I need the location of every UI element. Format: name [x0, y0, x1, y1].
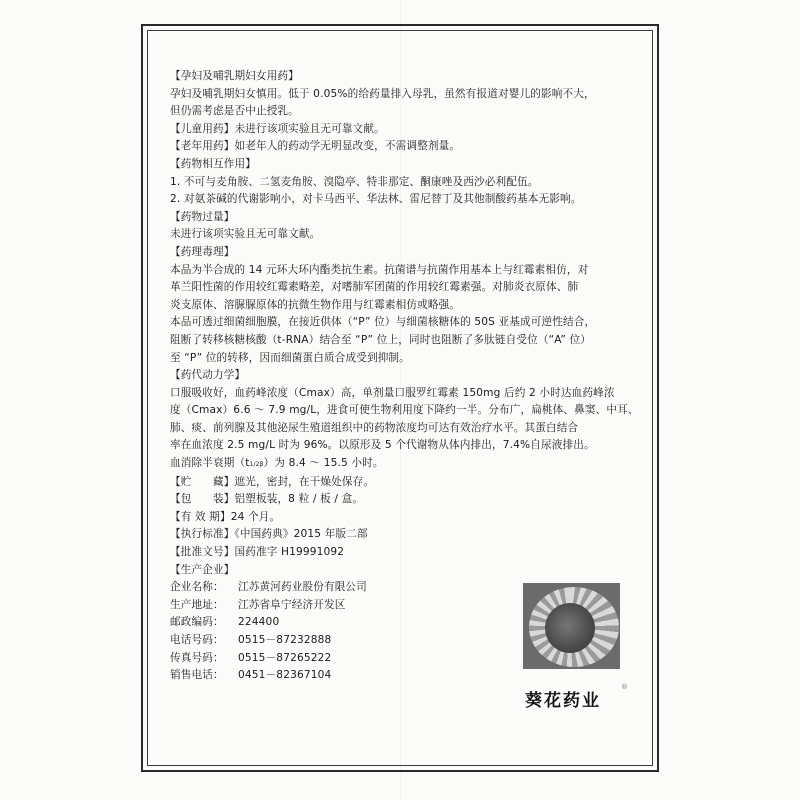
section-text: 国药准字 H19991092: [234, 546, 345, 559]
pharmacology-line: 本品可透过细菌细胞膜，在接近供体（“P” 位）与细菌核糖体的 50S 亚基成可逆性结合，: [170, 316, 596, 329]
pharmacokinetics-line: 肺、痰、前列腺及其他泌尿生殖道组织中的药物浓度均可达有效治疗水平。其蛋白结合: [170, 421, 579, 434]
field-label: 生产地址：: [170, 598, 224, 611]
section-overdose: [170, 209, 650, 244]
half-life-line: [170, 455, 650, 474]
section-heading: 【贮 藏】: [170, 475, 235, 488]
section-text: 如老年人的药动学无明显改变，不需调整剂量。: [234, 140, 461, 153]
section-text: 遮光，密封，在干燥处保存。: [234, 475, 375, 488]
half-life-suffix: ）为 8.4 ～ 15.5 小时。: [263, 457, 384, 470]
section-heading: 【儿童用药】: [170, 122, 235, 135]
field-label: 销售电话：: [170, 669, 224, 682]
sunflower-center: [545, 603, 595, 653]
pharmacokinetics-line: 度（Cmax）6.6 ～ 7.9 mg/L，进食可使生物利用度下降约一半。分布广，扁桃体、鼻窦、中耳、: [170, 404, 639, 417]
section-heading: 【批准文号】: [170, 546, 235, 559]
brand-name: 葵花药业: [525, 691, 601, 711]
section-pregnancy: [170, 68, 650, 121]
half-life-subscript: 1/2β: [249, 461, 264, 469]
field-label: 传真号码：: [170, 651, 224, 664]
interaction-item: 1. 不可与麦角胺、二氢麦角胺、溴隐亭、特非那定、酮康唑及西沙必利配伍。: [170, 175, 539, 188]
section-text: 未进行该项实验且无可靠文献。: [170, 228, 321, 241]
field-value: 江苏黄河药业股份有限公司: [238, 581, 367, 594]
pharmacology-line: 炎支原体、溶脲脲原体的抗微生物作用与红霉素相仿或略强。: [170, 298, 461, 311]
pharmacokinetics-line: 率在血浓度 2.5 mg/L 时为 96%。以原形及 5 个代谢物从体内排出，7.4%自尿液排出。: [170, 439, 595, 452]
field-label: 电话号码：: [170, 634, 224, 646]
section-heading: 【包 装】: [170, 493, 235, 506]
section-heading: 【药物过量】: [170, 210, 235, 223]
pharmacology-line: 本品为半合成的 14 元环大环内酯类抗生素。抗菌谱与抗菌作用基本上与红霉素相仿，对: [170, 263, 589, 276]
section-pharmacology: [170, 244, 650, 367]
field-value: 0515－87265222: [238, 651, 332, 664]
section-heading: 【药代动力学】: [170, 369, 246, 382]
section-standard: [170, 526, 650, 544]
field-value: 0451－82367104: [238, 669, 332, 682]
field-label: 企业名称：: [170, 581, 224, 594]
pregnancy-text-line: 孕妇及哺乳期妇女慎用。低于 0.05%的给药量排入母乳，虽然有报道对婴儿的影响不大，: [170, 87, 595, 100]
sunflower-logo-icon: [523, 583, 620, 669]
section-heading: 【生产企业】: [170, 563, 235, 576]
field-value: 0515－87232888: [238, 634, 332, 646]
half-life-prefix: 血消除半衰期（t: [170, 457, 250, 470]
section-heading: 【有 效 期】: [170, 510, 231, 523]
field-value: 224400: [238, 616, 280, 629]
field-value: 江苏省阜宁经济开发区: [238, 598, 346, 611]
section-pediatric: [170, 121, 650, 139]
section-interactions: [170, 156, 650, 209]
section-heading: 【老年用药】: [170, 140, 235, 153]
pharmacology-line: 至 “P” 位的转移，因而细菌蛋白质合成受到抑制。: [170, 351, 410, 364]
section-text: 未进行该项实验且无可靠文献。: [234, 122, 385, 135]
section-storage: [170, 474, 650, 492]
section-text: 《中国药典》2015 年版二部: [234, 528, 368, 541]
manufacturer-row-sales-phone: [170, 667, 650, 685]
pharmacology-line: 阻断了转移核糖核酸（t-RNA）结合至 “P” 位上，同时也阻断了多肽链自受位（“A” 位）: [170, 333, 591, 346]
section-approval: [170, 544, 650, 562]
pharmacology-line: 革兰阳性菌的作用较红霉素略差，对嗜肺军团菌的作用较红霉素强。对肺炎衣原体、肺: [170, 281, 579, 294]
field-label: 邮政编码：: [170, 616, 224, 629]
section-text: 铝塑板装，8 粒 / 板 / 盒。: [234, 493, 364, 506]
section-text: 24 个月。: [230, 510, 281, 523]
section-package: [170, 491, 650, 509]
interaction-item: 2. 对氨茶碱的代谢影响小，对卡马西平、华法林、雷尼替丁及其他制酸药基本无影响。: [170, 193, 582, 206]
section-heading: 【药理毒理】: [170, 245, 235, 258]
pharmacokinetics-line: 口服吸收好，血药峰浓度（Cmax）高，单剂量口服罗红霉素 150mg 后约 2 小时达血药峰浓: [170, 386, 615, 399]
section-expiry: [170, 509, 650, 527]
pregnancy-text-line: 但仍需考虑是否中止授乳。: [170, 105, 299, 118]
registered-mark: ®: [621, 683, 628, 691]
section-heading: 【执行标准】: [170, 528, 235, 541]
section-pharmacokinetics: [170, 367, 650, 474]
section-heading: 【药物相互作用】: [170, 157, 256, 170]
section-geriatric: [170, 138, 650, 156]
section-heading: 【孕妇及哺乳期妇女用药】: [170, 70, 299, 82]
